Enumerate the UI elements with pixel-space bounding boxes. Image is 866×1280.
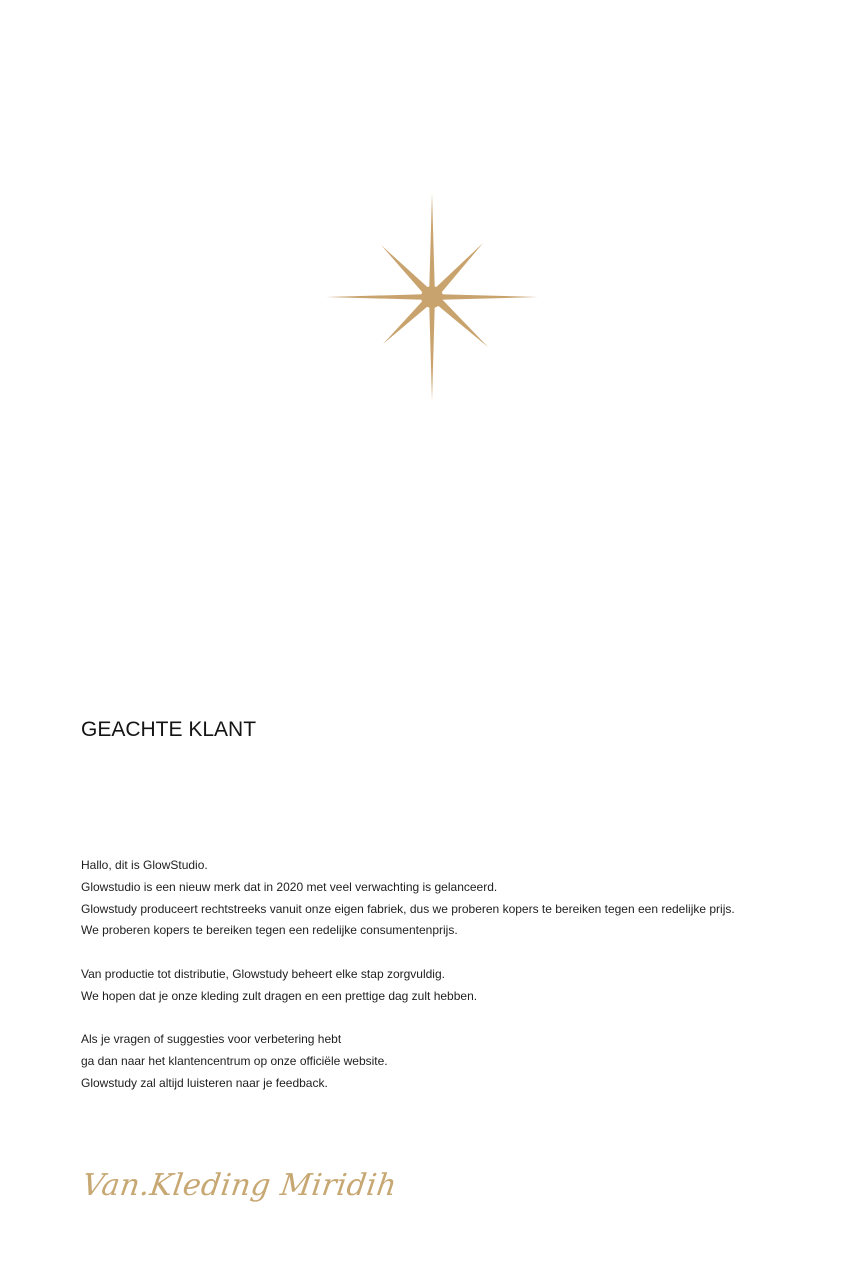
body-line: Glowstudy produceert rechtstreeks vanuit onze eigen fabriek, dus we proberen kopers te bereiken tegen een redelijke prijs. xyxy=(81,901,735,916)
body-line: Glowstudy zal altijd luisteren naar je feedback. xyxy=(81,1075,328,1090)
signature: Van.Kleding Miridih xyxy=(80,1168,400,1203)
body-line: Als je vragen of suggesties voor verbetering hebt xyxy=(81,1032,342,1047)
letter-heading: GEACHTE KLANT xyxy=(81,718,257,741)
body-line: ga dan naar het klantencentrum op onze officiële website. xyxy=(81,1054,388,1069)
paragraph-feedback xyxy=(81,1029,821,1094)
body-line: Glowstudio is een nieuw merk dat in 2020 met veel verwachting is gelanceerd. xyxy=(81,879,498,894)
body-line: We proberen kopers te bereiken tegen een redelijke consumentenprijs. xyxy=(81,923,458,938)
paragraph-intro xyxy=(81,855,821,942)
letter-body xyxy=(81,855,821,1117)
paragraph-production xyxy=(81,964,821,1008)
body-line: Van productie tot distributie, Glowstudy beheert elke stap zorgvuldig. xyxy=(81,966,445,981)
body-line: Hallo, dit is GlowStudio. xyxy=(81,858,208,872)
body-line: We hopen dat je onze kleding zult dragen en een prettige dag zult hebben. xyxy=(81,988,478,1003)
sparkle-star-icon xyxy=(326,193,538,401)
